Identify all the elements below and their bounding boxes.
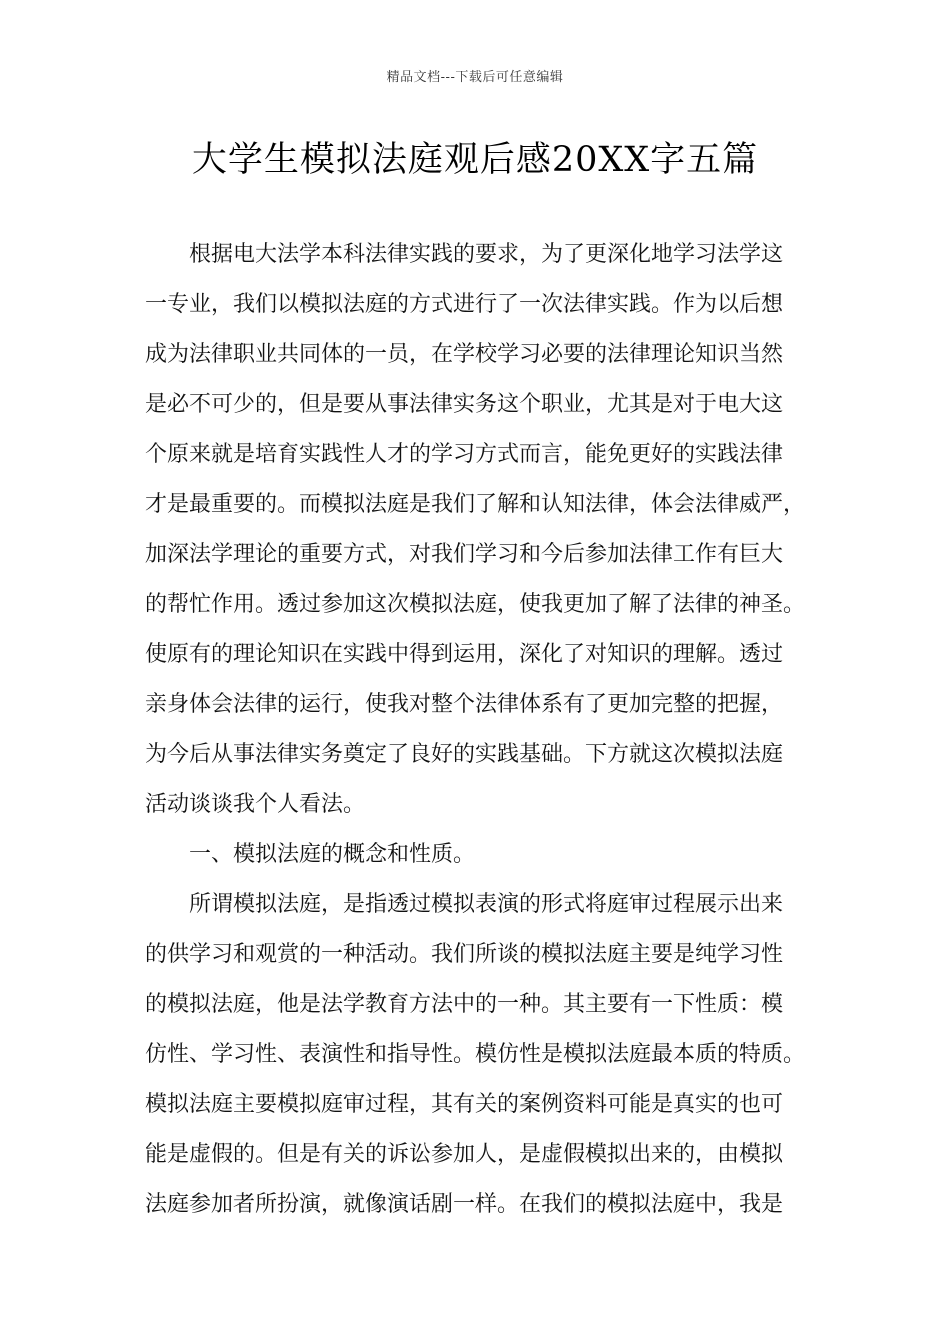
paragraph-line: 使原有的理论知识在实践中得到运用，深化了对知识的理解。透过	[145, 642, 784, 667]
paragraph-line: 能是虚假的。但是有关的诉讼参加人，是虚假模拟出来的，由模拟	[145, 1142, 784, 1167]
paragraph-line: 的帮忙作用。透过参加这次模拟法庭，使我更加了解了法律的神圣。	[145, 592, 806, 617]
paragraph-line: 仿性、学习性、表演性和指导性。模仿性是模拟法庭最本质的特质。	[145, 1042, 806, 1067]
paragraph-line: 才是最重要的。而模拟法庭是我们了解和认知法律，体会法律威严，	[145, 492, 806, 517]
paragraph-line: 一专业，我们以模拟法庭的方式进行了一次法律实践。作为以后想	[145, 292, 784, 317]
paragraph-line: 的供学习和观赏的一种活动。我们所谈的模拟法庭主要是纯学习性	[145, 942, 784, 967]
paragraph-line: 法庭参加者所扮演，就像演话剧一样。在我们的模拟法庭中，我是	[145, 1192, 784, 1217]
paragraph-line: 个原来就是培育实践性人才的学习方式而言，能免更好的实践法律	[145, 442, 784, 467]
header-note: 精品文档---下载后可任意编辑	[386, 70, 564, 85]
paragraph-line: 活动谈谈我个人看法。	[145, 792, 366, 817]
paragraph-line: 亲身体会法律的运行，使我对整个法律体系有了更加完整的把握，	[145, 692, 784, 717]
paragraph-line: 为今后从事法律实务奠定了良好的实践基础。下方就这次模拟法庭	[145, 742, 784, 767]
paragraph-line: 的模拟法庭，他是法学教育方法中的一种。其主要有一下性质：模	[145, 992, 784, 1017]
paragraph-line: 根据电大法学本科法律实践的要求，为了更深化地学习法学这	[189, 242, 784, 267]
section-heading: 一、模拟法庭的概念和性质。	[189, 842, 476, 867]
paragraph-line: 所谓模拟法庭，是指透过模拟表演的形式将庭审过程展示出来	[189, 892, 784, 917]
paragraph-line: 成为法律职业共同体的一员，在学校学习必要的法律理论知识当然	[145, 342, 784, 367]
paragraph-line: 加深法学理论的重要方式，对我们学习和今后参加法律工作有巨大	[145, 542, 784, 567]
document-title: 大学生模拟法庭观后感20XX字五篇	[191, 140, 759, 180]
paragraph-line: 模拟法庭主要模拟庭审过程，其有关的案例资料可能是真实的也可	[145, 1092, 784, 1117]
paragraph-line: 是必不可少的，但是要从事法律实务这个职业，尤其是对于电大这	[145, 392, 784, 417]
document-body	[145, 230, 813, 1230]
